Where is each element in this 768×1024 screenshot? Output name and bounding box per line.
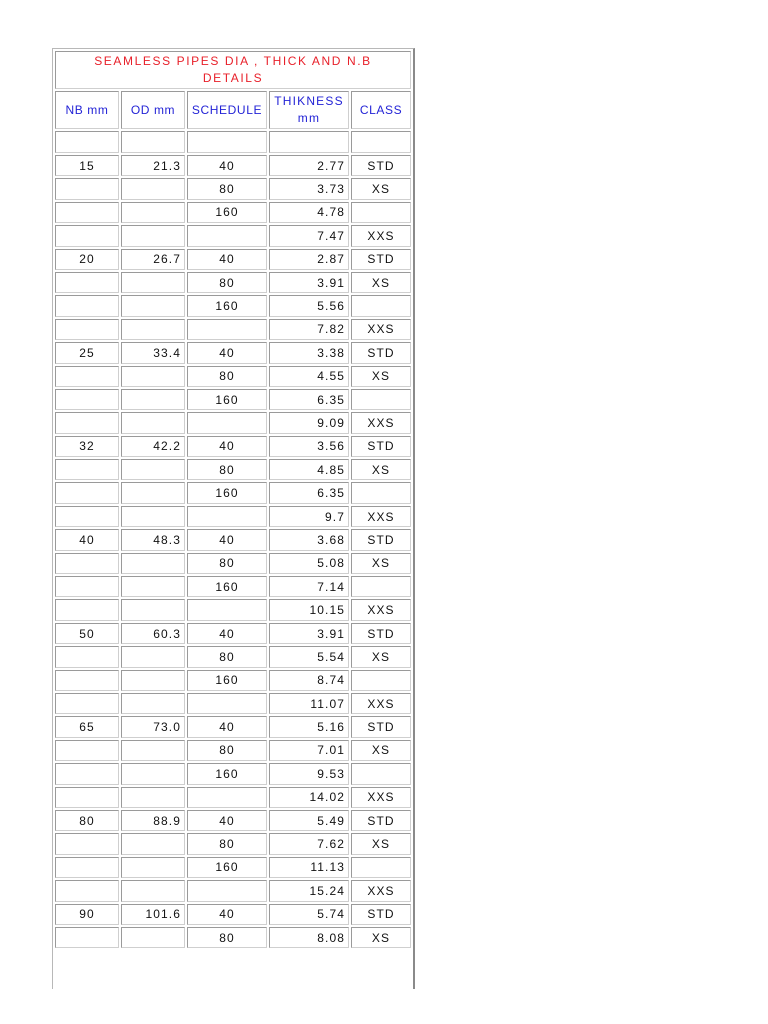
cell-thickness: 6.35 [269,389,349,410]
cell-schedule: 160 [187,295,267,316]
cell-nb: 80 [55,810,119,831]
cell-od: 26.7 [121,249,185,270]
cell-class [351,131,411,153]
cell-thickness: 4.85 [269,459,349,480]
cell-class: STD [351,623,411,644]
cell-class [351,295,411,316]
cell-schedule [187,412,267,433]
cell-od [121,740,185,761]
cell-schedule [187,506,267,527]
cell-class: XXS [351,225,411,246]
cell-schedule [187,225,267,246]
cell-od [121,553,185,574]
table-row [55,319,411,340]
cell-thickness: 5.54 [269,646,349,667]
cell-schedule: 160 [187,763,267,784]
cell-nb: 65 [55,716,119,737]
cell-schedule: 160 [187,482,267,503]
pipe-details-table [53,49,413,950]
cell-thickness: 3.73 [269,178,349,199]
table-row [55,529,411,550]
cell-thickness: 5.74 [269,904,349,925]
table-row [55,623,411,644]
cell-thickness: 2.87 [269,249,349,270]
cell-od [121,857,185,878]
cell-thickness: 3.56 [269,436,349,457]
table-row [55,693,411,714]
header-schedule: SCHEDULE [187,91,267,129]
cell-class: XXS [351,412,411,433]
cell-nb [55,319,119,340]
cell-nb [55,412,119,433]
cell-thickness: 6.35 [269,482,349,503]
cell-nb [55,927,119,948]
cell-schedule: 40 [187,623,267,644]
cell-thickness: 4.78 [269,202,349,223]
cell-nb [55,131,119,153]
table-row [55,412,411,433]
cell-schedule: 160 [187,389,267,410]
table-row [55,880,411,901]
cell-schedule: 160 [187,670,267,691]
cell-nb [55,202,119,223]
cell-schedule: 40 [187,716,267,737]
cell-od [121,927,185,948]
cell-schedule: 160 [187,202,267,223]
cell-schedule: 40 [187,810,267,831]
cell-nb [55,295,119,316]
cell-thickness: 3.91 [269,272,349,293]
table-row [55,763,411,784]
cell-schedule: 80 [187,272,267,293]
cell-od [121,576,185,597]
header-row [55,91,411,129]
cell-class: STD [351,716,411,737]
cell-class: STD [351,249,411,270]
cell-schedule: 40 [187,155,267,176]
table-row [55,436,411,457]
cell-nb [55,366,119,387]
table-row [55,716,411,737]
header-thickness: THIKNESS mm [269,91,349,129]
cell-od [121,202,185,223]
cell-od [121,880,185,901]
cell-thickness: 11.07 [269,693,349,714]
table-row [55,646,411,667]
cell-thickness: 7.01 [269,740,349,761]
cell-class: STD [351,529,411,550]
cell-class: STD [351,904,411,925]
cell-od [121,389,185,410]
cell-thickness: 10.15 [269,599,349,620]
cell-thickness: 7.14 [269,576,349,597]
header-nb: NB mm [55,91,119,129]
cell-od [121,225,185,246]
table-row [55,225,411,246]
cell-od [121,599,185,620]
cell-class [351,857,411,878]
cell-schedule: 160 [187,576,267,597]
cell-nb [55,670,119,691]
table-row [55,576,411,597]
cell-class: STD [351,342,411,363]
header-class: CLASS [351,91,411,129]
cell-thickness: 3.38 [269,342,349,363]
cell-nb [55,646,119,667]
cell-schedule: 80 [187,178,267,199]
table-row [55,740,411,761]
cell-class: XS [351,646,411,667]
cell-class: XXS [351,880,411,901]
cell-nb [55,693,119,714]
cell-thickness: 8.74 [269,670,349,691]
table-row [55,178,411,199]
header-od: OD mm [121,91,185,129]
cell-od [121,272,185,293]
cell-thickness: 5.08 [269,553,349,574]
table-row [55,366,411,387]
cell-nb [55,553,119,574]
cell-schedule: 40 [187,529,267,550]
title-line-1: SEAMLESS PIPES DIA , THICK AND N.B [94,54,372,68]
cell-nb [55,740,119,761]
cell-od: 88.9 [121,810,185,831]
cell-nb [55,576,119,597]
cell-class: XS [351,178,411,199]
cell-thickness: 7.82 [269,319,349,340]
cell-thickness: 15.24 [269,880,349,901]
cell-thickness [269,131,349,153]
title-row [55,51,411,89]
cell-schedule: 80 [187,459,267,480]
cell-class: STD [351,810,411,831]
cell-nb: 90 [55,904,119,925]
table-row [55,482,411,503]
cell-od [121,178,185,199]
cell-od [121,131,185,153]
cell-nb [55,763,119,784]
table-body [55,51,411,948]
cell-schedule: 80 [187,740,267,761]
cell-schedule: 40 [187,249,267,270]
cell-od [121,670,185,691]
cell-nb: 32 [55,436,119,457]
cell-schedule: 40 [187,904,267,925]
table-row [55,155,411,176]
cell-thickness: 9.09 [269,412,349,433]
cell-nb [55,459,119,480]
cell-thickness: 3.68 [269,529,349,550]
title-line-2: DETAILS [202,71,264,85]
cell-schedule: 80 [187,553,267,574]
table-row [55,857,411,878]
cell-thickness: 2.77 [269,155,349,176]
cell-nb [55,857,119,878]
cell-nb [55,482,119,503]
cell-nb [55,389,119,410]
cell-class: XS [351,366,411,387]
cell-od: 73.0 [121,716,185,737]
table-row [55,342,411,363]
cell-od [121,833,185,854]
cell-class [351,202,411,223]
cell-nb [55,833,119,854]
cell-thickness: 5.56 [269,295,349,316]
table-row [55,295,411,316]
cell-nb [55,272,119,293]
table-row [55,131,411,153]
cell-class: XS [351,833,411,854]
cell-nb: 20 [55,249,119,270]
table-row [55,833,411,854]
cell-od [121,295,185,316]
cell-nb [55,225,119,246]
cell-nb: 50 [55,623,119,644]
cell-thickness: 5.49 [269,810,349,831]
table-row [55,787,411,808]
table-row [55,927,411,948]
cell-nb: 25 [55,342,119,363]
table-row [55,272,411,293]
cell-od: 21.3 [121,155,185,176]
pipe-details-table-container [52,48,415,989]
cell-class: XS [351,927,411,948]
table-row [55,459,411,480]
cell-schedule: 40 [187,342,267,363]
cell-schedule [187,599,267,620]
cell-od [121,412,185,433]
cell-class [351,389,411,410]
cell-nb [55,178,119,199]
cell-schedule [187,693,267,714]
cell-schedule: 80 [187,927,267,948]
cell-nb: 15 [55,155,119,176]
cell-od: 33.4 [121,342,185,363]
cell-thickness: 7.47 [269,225,349,246]
cell-od: 101.6 [121,904,185,925]
cell-schedule [187,880,267,901]
cell-schedule: 80 [187,366,267,387]
cell-class: STD [351,436,411,457]
cell-class: XXS [351,599,411,620]
cell-schedule [187,131,267,153]
cell-od: 48.3 [121,529,185,550]
cell-thickness: 8.08 [269,927,349,948]
cell-class [351,670,411,691]
cell-nb [55,599,119,620]
cell-class: STD [351,155,411,176]
table-row [55,553,411,574]
cell-thickness: 3.91 [269,623,349,644]
cell-nb [55,787,119,808]
table-row [55,202,411,223]
cell-od [121,366,185,387]
cell-thickness: 7.62 [269,833,349,854]
table-row [55,389,411,410]
cell-nb [55,506,119,527]
cell-od [121,763,185,784]
cell-schedule: 80 [187,833,267,854]
cell-schedule [187,319,267,340]
cell-od [121,482,185,503]
cell-thickness: 9.7 [269,506,349,527]
cell-schedule [187,787,267,808]
cell-class: XXS [351,506,411,527]
table-row [55,249,411,270]
cell-class: XS [351,553,411,574]
cell-od [121,506,185,527]
cell-od [121,646,185,667]
table-row [55,506,411,527]
cell-class: XS [351,740,411,761]
cell-nb [55,880,119,901]
cell-class: XS [351,459,411,480]
cell-od: 42.2 [121,436,185,457]
table-title [55,51,411,89]
cell-schedule: 80 [187,646,267,667]
cell-schedule: 40 [187,436,267,457]
cell-thickness: 14.02 [269,787,349,808]
cell-od [121,459,185,480]
cell-class [351,482,411,503]
cell-class [351,763,411,784]
cell-thickness: 9.53 [269,763,349,784]
cell-class: XXS [351,787,411,808]
cell-od [121,319,185,340]
cell-class: XXS [351,319,411,340]
table-row [55,599,411,620]
table-row [55,810,411,831]
cell-od: 60.3 [121,623,185,644]
cell-thickness: 11.13 [269,857,349,878]
cell-class [351,576,411,597]
cell-od [121,787,185,808]
table-row [55,904,411,925]
table-row [55,670,411,691]
cell-schedule: 160 [187,857,267,878]
cell-class: XXS [351,693,411,714]
cell-thickness: 5.16 [269,716,349,737]
cell-od [121,693,185,714]
cell-nb: 40 [55,529,119,550]
cell-class: XS [351,272,411,293]
cell-thickness: 4.55 [269,366,349,387]
